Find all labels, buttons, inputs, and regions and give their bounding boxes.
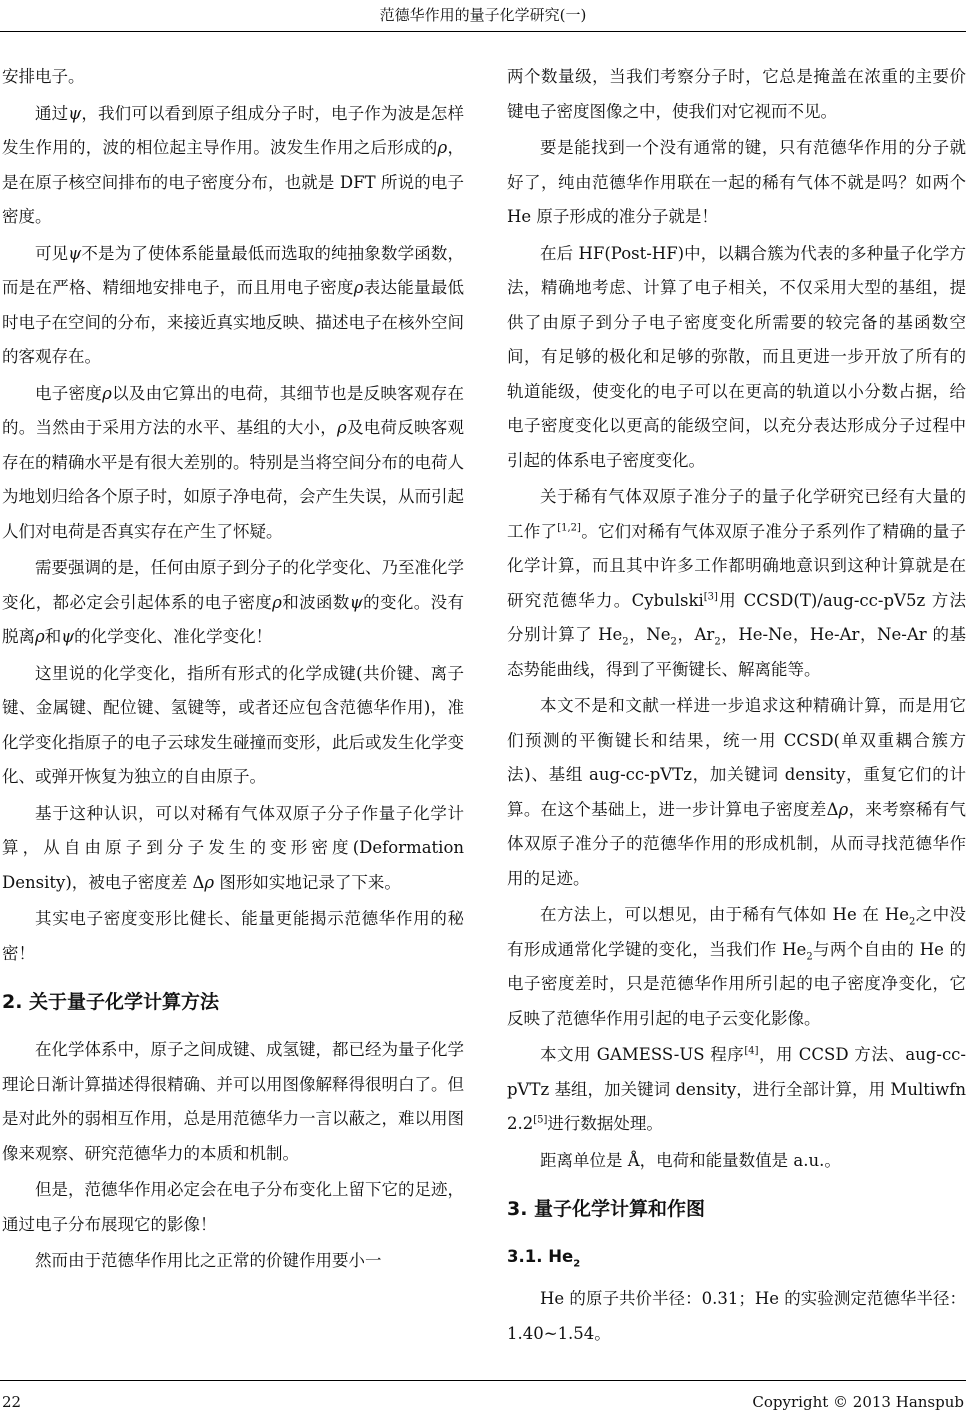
paragraph: 安排电子。 — [2, 67, 85, 86]
paragraph: 关于稀有气体双原子准分子的量子化学研究已经有大量的工作了[1,2]。它们对稀有气体双原子准分子系列作了精确的量子化学计算，而且其中许多工作都明确地意识到这种计算就是在研究范德华力。Cybulski[3]用 CCSD(T)/aug-cc-pV5z 方法分别计算了 $He_2$，$Ne_2$，$Ar_2$，He-Ne，He-Ar，Ne-Ar 的基态势能曲线，得到了平衡键长、解离能等。 — [507, 487, 966, 679]
citation: [1,2] — [557, 522, 581, 533]
copyright-notice: Copyright © 2013 Hanspub — [752, 1393, 964, 1411]
section-heading: 2. 关于量子化学计算方法 — [2, 991, 220, 1013]
paragraph: 在方法上，可以想见，由于稀有气体如 He 在 $He_2$之中没有形成通常化学键的变化，当我们作 $He_2$与两个自由的 He 的电子密度差时，只是范德华作用所引起的电子密度净变化，它反映了范德华作用引起的电子云变化影像。 — [507, 905, 966, 1028]
paragraph: 基于这种认识，可以对稀有气体双原子分子作量子化学计算，从自由原子到分子发生的变形密度(Deformation Density)，被电子密度差 Δρ 图形如实地记录了下来。 — [2, 803, 464, 892]
section-heading: 3. 量子化学计算和作图 — [507, 1198, 706, 1220]
page-number: 22 — [2, 1393, 22, 1411]
running-header: 范德华作用的量子化学研究(一) — [379, 6, 587, 24]
citation: [5] — [533, 1114, 548, 1126]
paragraph: 两个数量级，当我们考察分子时，它总是掩盖在浓重的主要价键电子密度图像之中，使我们对它视而不见。 — [507, 67, 966, 121]
paragraph: 但是，范德华作用必定会在电子分布变化上留下它的足迹，通过电子分布展现它的影像！ — [2, 1180, 464, 1234]
paragraph: He 的原子共价半径：0.31；He 的实验测定范德华半径：1.40~1.54。 — [507, 1289, 966, 1343]
paragraph: 需要强调的是，任何由原子到分子的化学变化、乃至准化学变化，都必定会引起体系的电子密度ρ和波函数ψ的变化。没有脱离ρ和ψ的化学变化、准化学变化！ — [2, 558, 465, 646]
paragraph: 电子密度ρ以及由它算出的电荷，其细节也是反映客观存在的。当然由于采用方法的水平、基组的大小，ρ及电荷反映客观存在的精确水平是有很大差别的。特别是当将空间分布的电荷人为地划归给各个原子时，如原子净电荷，会产生失误，从而引起人们对电荷是否真实存在产生了怀疑。 — [2, 383, 465, 541]
footer-rule — [0, 1380, 966, 1381]
paragraph: 距离单位是 Å，电荷和能量数值是 a.u.。 — [540, 1150, 841, 1170]
paragraph: 本文不是和文献一样进一步追求这种精确计算，而是用它们预测的平衡键长和结果，统一用 CCSD(单双重耦合簇方法)、基组 aug-cc-pVTz，加关键词 density，重复它们的计算。在这个基础上，进一步计算电子密度差Δρ，来考察稀有气体双原子准分子的范德华作用的形成机制，从而寻找范德华作用的足迹。 — [507, 696, 966, 888]
paragraph: 这里说的化学变化，指所有形式的化学成键(共价键、离子键、金属键、配位键、氢键等，或者还应包含范德华作用)，准化学变化指原子的电子云球发生碰撞而变形，此后或发生化学变化、或弹开恢复为独立的自由原子。 — [2, 663, 464, 786]
citation: [4] — [744, 1045, 759, 1057]
right-column — [507, 60, 966, 1353]
paragraph: 在化学体系中，原子之间成键、成氢键，都已经为量子化学理论日渐计算描述得很精确、并可以用图像解释得很明白了。但是对此外的弱相互作用，总是用范德华力一言以蔽之，难以用图像来观察、研究范德华力的本质和机制。 — [2, 1040, 464, 1163]
paragraph: 通过ψ，我们可以看到原子组成分子时，电子作为波是怎样发生作用的，波的相位起主导作用。波发生作用之后形成的ρ，是在原子核空间排布的电子密度分布，也就是 DFT 所说的电子密度。 — [2, 103, 465, 226]
paragraph: 可见ψ不是为了使体系能量最低而选取的纯抽象数学函数，而是在严格、精细地安排电子，而且用电子密度ρ表达能量最低时电子在空间的分布，来接近真实地反映、描述电子在核外空间的客观存在。 — [2, 243, 465, 366]
paragraph: 在后 HF(Post-HF)中，以耦合簇为代表的多种量子化学方法，精确地考虑、计算了电子相关，不仅采用大型的基组，提供了由原子到分子电子密度变化所需要的较完备的基函数空间，有足够的极化和足够的弥散，而且更进一步开放了所有的轨道能级，使变化的电子可以在更高的轨道以小分数占据，给电子密度变化以更高的能级空间，以充分表达形成分子过程中引起的体系电子密度变化。 — [507, 243, 966, 470]
paragraph: 本文用 GAMESS-US 程序[4]，用 CCSD 方法、aug-cc-pVTz 基组，加关键词 density，进行全部计算，用 Multiwfn 2.2[5]进行数据处理。 — [507, 1045, 966, 1133]
left-column — [2, 60, 464, 1281]
paragraph: 其实电子密度变形比健长、能量更能揭示范德华作用的秘密！ — [2, 909, 464, 963]
header-rule — [0, 31, 966, 32]
paragraph: 然而由于范德华作用比之正常的价键作用要小一 — [35, 1251, 382, 1270]
paragraph: 要是能找到一个没有通常的键，只有范德华作用的分子就好了，纯由范德华作用联在一起的稀有气体不就是吗？如两个 He 原子形成的准分子就是！ — [507, 138, 966, 226]
subsection-heading: 3.1. $He_2$ — [507, 1247, 581, 1270]
citation: [3] — [703, 591, 718, 602]
